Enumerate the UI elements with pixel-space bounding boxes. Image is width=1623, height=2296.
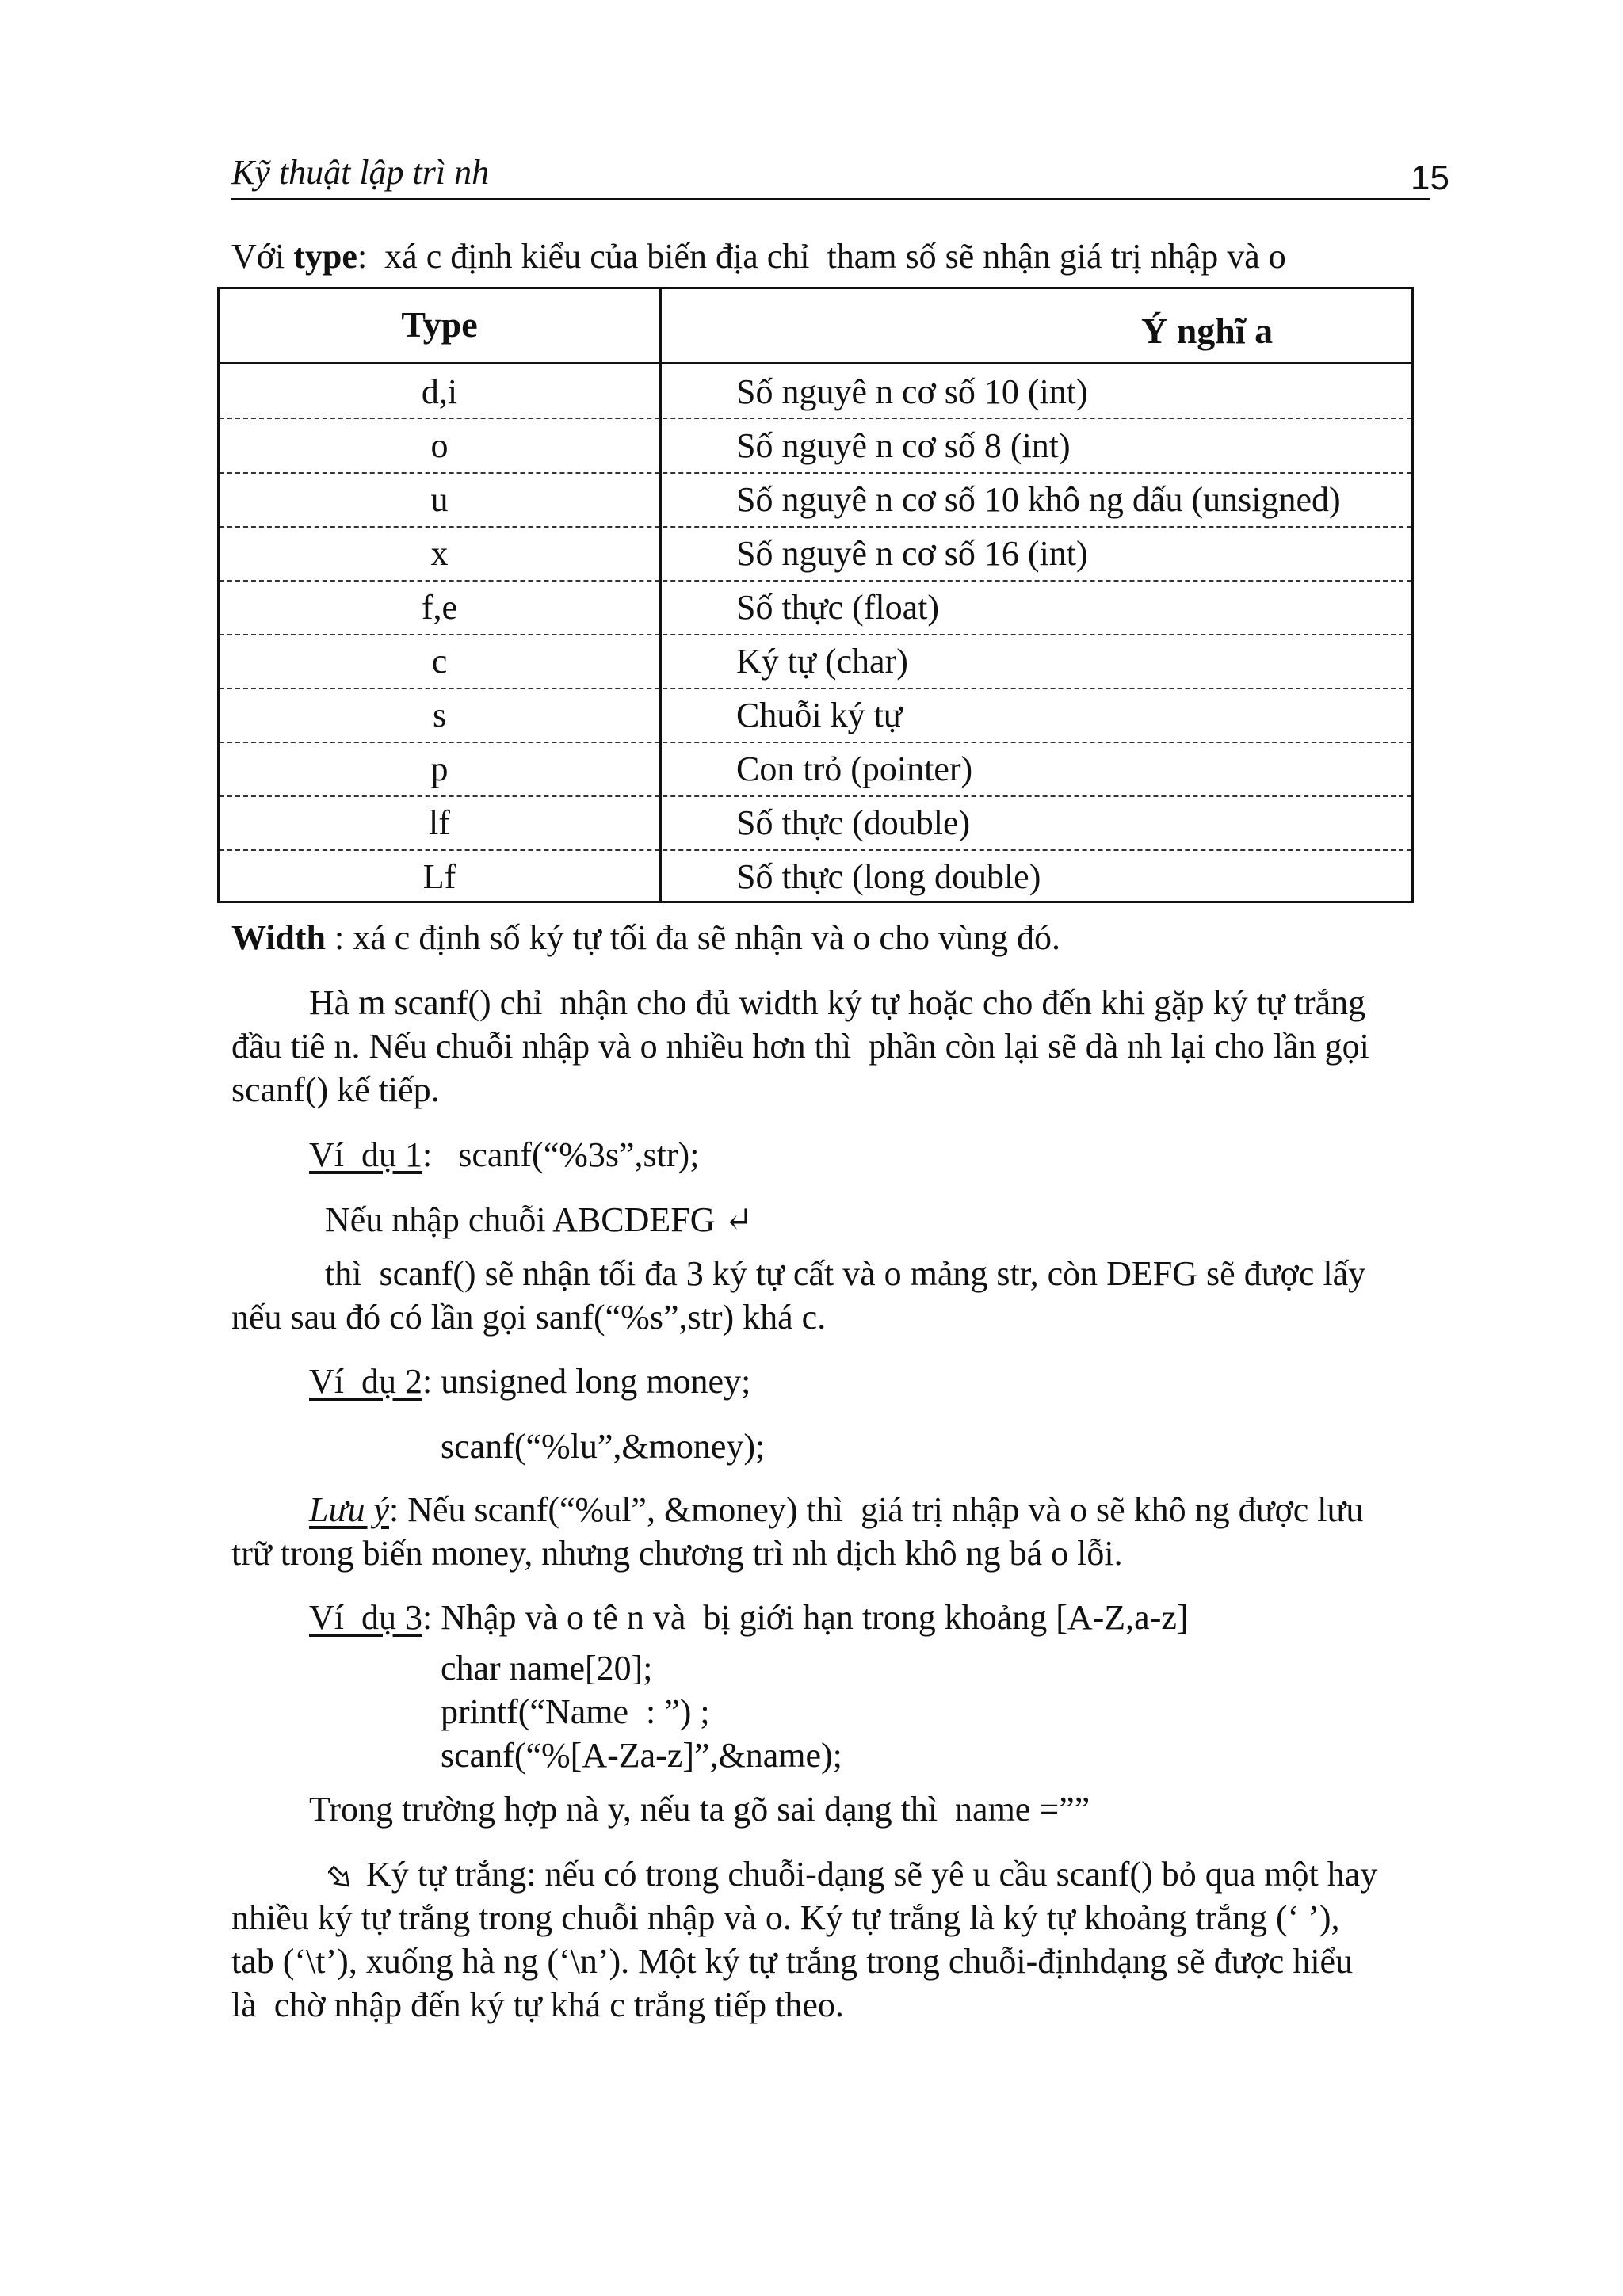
running-header-title: Kỹ thuật lập trì nh — [231, 153, 490, 192]
hollow-arrow-icon — [328, 1859, 360, 1890]
example2-code-line: scanf(“%lu”,&money); — [441, 1427, 766, 1466]
format-type-table — [217, 287, 1414, 903]
width-text: : xá c định số ký tự tối đa sẽ nhận và o cho vùng đó. — [326, 918, 1060, 957]
table-cell-meaning: Số nguyê n cơ số 10 khô ng dấu (unsigned) — [736, 480, 1341, 519]
table-cell-type: Lf — [422, 857, 456, 896]
example1-line — [309, 1135, 699, 1176]
intro-prefix: Với — [231, 237, 294, 276]
whitespace-line: là chờ nhập đến ký tự khá c trắng tiếp theo. — [231, 1985, 844, 2024]
example1-label: Ví dụ 1 — [309, 1135, 422, 1174]
note-line1: : Nếu scanf(“%ul”, &money) thì giá trị nhập và o sẽ khô ng được lưu — [389, 1490, 1364, 1529]
note-line — [309, 1489, 1363, 1531]
table-header-type: Type — [401, 304, 478, 345]
whitespace-line: tab (‘\t’), xuống hà ng (‘\n’). Một ký tự trắng trong chuỗi-địnhdạng sẽ được hiểu — [231, 1942, 1354, 1981]
table-column-divider — [659, 289, 662, 901]
example2-line1: : unsigned long money; — [422, 1362, 751, 1401]
paragraph-line: đầu tiê n. Nếu chuỗi nhập và o nhiều hơn thì phần còn lại sẽ dà nh lại cho lần gọi — [231, 1027, 1369, 1066]
note-label: Lưu ý — [309, 1490, 389, 1529]
width-label: Width — [231, 918, 327, 957]
example3-text: : Nhập và o tê n và bị giới hạn trong khoảng [A-Z,a-z] — [422, 1598, 1189, 1637]
table-row-rule — [220, 472, 1411, 474]
table-row-rule — [220, 795, 1411, 797]
table-cell-meaning: Chuỗi ký tự — [736, 696, 903, 734]
table-cell-type: x — [430, 534, 449, 573]
table-cell-type: s — [432, 696, 447, 734]
page-number: 15 — [1411, 158, 1449, 197]
table-cell-type: o — [430, 426, 449, 465]
intro-suffix: : xá c định kiểu của biến địa chỉ tham số sẽ nhận giá trị nhập và o — [357, 237, 1286, 276]
table-cell-type: d,i — [421, 372, 458, 411]
table-cell-meaning: Số thực (float) — [736, 588, 940, 627]
table-cell-type: c — [431, 642, 448, 681]
paragraph-line: scanf() kế tiếp. — [231, 1070, 440, 1109]
example3-code-line: scanf(“%[A-Za-z]”,&name); — [441, 1736, 842, 1775]
example1-explain-line: nếu sau đó có lần gọi sanf(“%s”,str) khá c. — [231, 1298, 827, 1337]
example2-line — [309, 1361, 750, 1402]
example1-input-line: Nếu nhập chuỗi ABCDEFG ↵ — [325, 1200, 754, 1239]
table-cell-type: u — [430, 480, 449, 519]
example3-code-line: printf(“Name : ”) ; — [441, 1692, 710, 1731]
intro-type-word: type — [293, 237, 357, 276]
whitespace-line: nhiều ký tự trắng trong chuỗi nhập và o. Ký tự trắng là ký tự khoảng trắng (‘ ’), — [231, 1898, 1340, 1937]
table-cell-meaning: Số nguyê n cơ số 10 (int) — [736, 372, 1088, 411]
table-cell-type: p — [430, 749, 449, 788]
width-line — [231, 917, 1060, 959]
table-row-rule — [220, 580, 1411, 582]
table-cell-meaning: Số thực (long double) — [736, 857, 1041, 896]
header-rule — [231, 198, 1430, 200]
table-cell-meaning: Số thực (double) — [736, 803, 971, 842]
example3-label: Ví dụ 3 — [309, 1598, 422, 1637]
table-row-rule — [220, 742, 1411, 743]
example2-label: Ví dụ 2 — [309, 1362, 422, 1401]
table-cell-type: f,e — [421, 588, 458, 627]
table-row-rule — [220, 634, 1411, 635]
table-header-meaning: Ý nghĩ a — [1141, 311, 1274, 351]
table-cell-meaning: Số nguyê n cơ số 16 (int) — [736, 534, 1088, 573]
example3-code-line: char name[20]; — [441, 1649, 653, 1688]
example1-code: : scanf(“%3s”,str); — [422, 1135, 700, 1174]
table-cell-meaning: Ký tự (char) — [736, 642, 908, 681]
table-row-rule — [220, 418, 1411, 419]
table-row-rule — [220, 849, 1411, 851]
table-header-rule — [220, 362, 1411, 364]
table-row-rule — [220, 526, 1411, 528]
note-line: trữ trong biến money, nhưng chương trì nh dịch khô ng bá o lỗi. — [231, 1534, 1123, 1573]
table-row-rule — [220, 688, 1411, 689]
table-cell-type: lf — [429, 803, 450, 842]
table-cell-meaning: Số nguyê n cơ số 8 (int) — [736, 426, 1071, 465]
paragraph-line: Hà m scanf() chỉ nhận cho đủ width ký tự hoặc cho đến khi gặp ký tự trắng — [309, 983, 1366, 1022]
example3-after-line: Trong trường hợp nà y, nếu ta gõ sai dạng thì name =”” — [309, 1790, 1090, 1829]
intro-line — [231, 236, 1286, 277]
table-cell-meaning: Con trỏ (pointer) — [736, 749, 973, 788]
example1-explain-line: thì scanf() sẽ nhận tối đa 3 ký tự cất và o mảng str, còn DEFG sẽ được lấy — [325, 1254, 1366, 1293]
example3-line — [309, 1597, 1189, 1638]
whitespace-line: Ký tự trắng: nếu có trong chuỗi-dạng sẽ yê u cầu scanf() bỏ qua một hay — [366, 1855, 1378, 1894]
